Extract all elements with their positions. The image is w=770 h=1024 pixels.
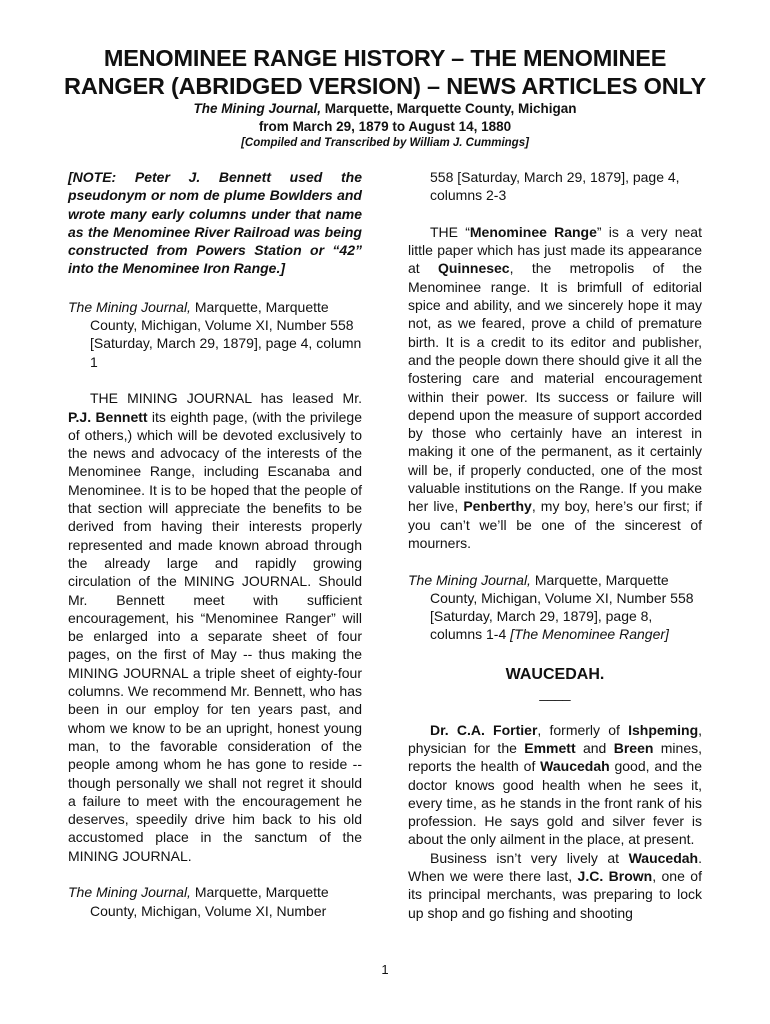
p1-town-2: Waucedah xyxy=(540,758,610,775)
subtitle-compiled: [Compiled and Transcribed by William J. Cummings] xyxy=(241,137,529,149)
page-title xyxy=(30,44,740,100)
waucedah-paragraph-1 xyxy=(408,721,702,849)
article-2-town: Quinnesec xyxy=(438,260,510,277)
p1-text-c: and xyxy=(575,739,614,756)
citation-3-section: [The Menominee Ranger] xyxy=(510,626,669,643)
article-1-text-a: THE MINING JOURNAL has leased Mr. xyxy=(90,390,362,407)
waucedah-paragraph-2 xyxy=(408,849,702,922)
citation-1-journal: The Mining Journal, xyxy=(68,298,191,315)
citation-3-details: Marquette, Marquette County, Michigan, Volume XI, Number 558 [Saturday, March 29, 1879], page 8, columns 1-4 xyxy=(430,571,694,643)
citation-1 xyxy=(68,298,362,371)
heading-rule: ____ xyxy=(539,685,571,702)
subtitle-source xyxy=(30,100,740,117)
p1-text-d: mines, reports the health of xyxy=(408,739,703,775)
citation-2-details: Marquette, Marquette County, Michigan, Volume XI, Number xyxy=(90,884,329,919)
subtitle-journal: The Mining Journal, xyxy=(193,101,321,116)
article-1-name: P.J. Bennett xyxy=(68,408,148,425)
p1-mine-1: Emmett xyxy=(524,739,576,756)
article-1-paragraph xyxy=(68,389,362,865)
citation-1-details: Marquette, Marquette County, Michigan, Volume XI, Number 558 [Saturday, March 29, 1879], page 4, column 1 xyxy=(90,298,362,370)
p1-town: Ishpeming xyxy=(628,721,699,738)
article-2-paper-name: Menominee Range xyxy=(469,223,597,240)
article-2-text-a: THE “ xyxy=(430,223,470,240)
article-1-text-b: its eighth page, (with the privilege of others,) which will be devoted exclusively to the news and advocacy of the interests of the Menominee Range, including Escanaba and Menominee. It is to be hoped that the people of that section will appreciate the benefits to be derived from having their interests properly represented and made known abroad through the already large and rapidly growing circulation of the MINING JOURNAL. Should Mr. Bennett meet with sufficient encouragement, his “Menominee Ranger” will be enlarged into a separate sheet of four pages, on the first of May -- thus making the MINING JOURNAL a triple sheet of eighty-four columns. We recommend Mr. Bennett, who has been in our employ for ten years past, and whom we know to be an upright, honest young man, to the favorable consideration of the people among whom he has gone to reside -- though personally we shall not regret it should a failure to meet with the encouragement he deserves, speedily drive him back to his old accustomed place in the sanctum of the MINING JOURNAL. xyxy=(68,408,362,864)
p2-town: Waucedah xyxy=(628,849,699,866)
citation-2-continued: 558 [Saturday, March 29, 1879], page 4, columns 2-3 xyxy=(430,169,680,204)
citation-2-journal: The Mining Journal, xyxy=(68,884,191,901)
p1-mine-2: Breen xyxy=(613,739,654,756)
p1-text-e: good, and the doctor knows good health when he sees it, every time, as he stands in the front rank of his profession. He says gold and silver fever is about the only ailment in the place, at present. xyxy=(408,758,702,848)
left-column xyxy=(68,168,362,920)
p1-text-a: , formerly of xyxy=(537,721,629,738)
citation-3-journal: The Mining Journal, xyxy=(408,571,531,588)
subtitle-dates: from March 29, 1879 to August 14, 1880 xyxy=(258,119,512,134)
p1-name: Dr. C.A. Fortier xyxy=(430,721,538,738)
citation-2 xyxy=(68,883,362,920)
article-2-text-c: , the metropolis of the Menominee range. It is brimfull of editorial spice and ability, and we sincerely hope it may not, as we feared, prove a child of premature birth. It is a credit to its editor and publisher, and the people down there should give it all the fostering care and material encouragement within their power. Its success or failure will depend upon the measure of support accorded by those who certainly have an interest in making it one of the permanent, as it certainly will be, if properly conducted, one of the most valuable institutions on the Range. If you make her live, xyxy=(408,260,702,515)
right-column xyxy=(408,168,702,922)
p2-text-a: Business isn’t very lively at xyxy=(430,849,629,866)
article-2-person: Penberthy xyxy=(463,498,532,515)
p1-text-b: , physician for the xyxy=(408,721,703,756)
article-2-text-d: , my boy, here’s our first; if you can’t we’ll be one of the sincerest of mourners. xyxy=(408,498,702,551)
article-2-paragraph xyxy=(408,223,702,552)
article-2-text-b: ” is a very neat little paper which has just made its appearance at xyxy=(408,223,702,277)
p2-text-b: . When we were there last, xyxy=(408,849,702,884)
subtitle-place: Marquette, Marquette County, Michigan xyxy=(320,101,577,116)
p2-person: J.C. Brown xyxy=(577,867,653,884)
title-line-2: RANGER (ABRIDGED VERSION) – NEWS ARTICLES ONLY xyxy=(64,73,706,99)
section-heading: WAUCEDAH. xyxy=(505,665,605,683)
editor-note: [NOTE: Peter J. Bennett used the pseudonym or nom de plume Bowlders and wrote many early columns under that name as the Menominee River Railroad was being constructed from Powers Station or “42” into the Menominee Iron Range.] xyxy=(68,169,362,277)
page-number: 1 xyxy=(381,962,389,977)
title-line-1: MENOMINEE RANGE HISTORY – THE MENOMINEE xyxy=(103,45,667,71)
citation-3 xyxy=(408,571,702,644)
p2-text-c: , one of its principal merchants, was preparing to lock up shop and go fishing and shooting xyxy=(408,867,702,921)
